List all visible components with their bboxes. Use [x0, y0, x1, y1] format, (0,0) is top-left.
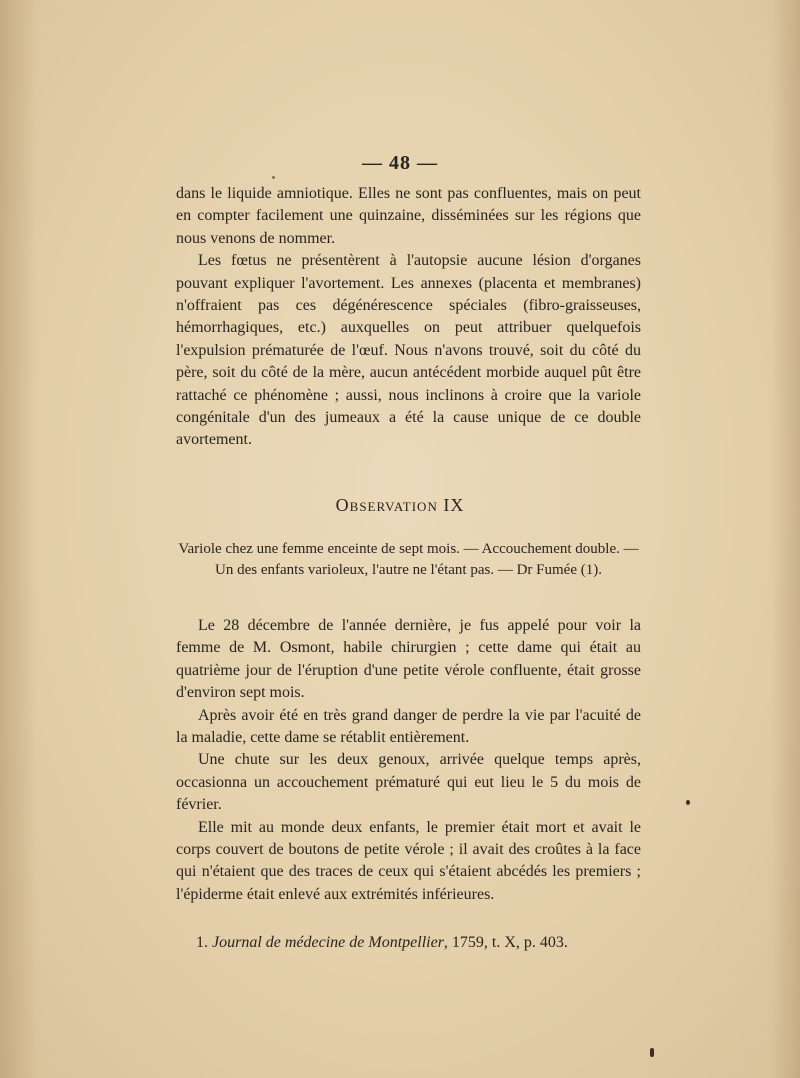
- summary-line: Un des enfants varioleux, l'autre ne l'étant pas. — Dr Fumée (1).: [215, 562, 602, 578]
- ink-speck: [650, 1048, 654, 1057]
- body-paragraph: Une chute sur les deux genoux, arrivée quelque temps après, occasionna un accouchement prématuré qui eut lieu le 5 du mois de février.: [176, 751, 641, 814]
- footnote-number: 1.: [196, 934, 208, 951]
- page-number: — 48 —: [362, 152, 438, 174]
- intro-paragraph: dans le liquide amniotique. Elles ne sont pas confluentes, mais on peut en compter facilement une quinzaine, disséminées sur les régions que nous venons de nommer.: [176, 185, 641, 247]
- intro-paragraph: Les fœtus ne présentèrent à l'autopsie aucune lésion d'organes pouvant expliquer l'avortement. Les annexes (placenta et membranes) n'offraient pas ces dégénérescence spéciales (fibro-graisseuses, hémorrhagiques, etc.) auxquelles on peut attribuer quelquefois l'expulsion prématurée de l'œuf. Nous n'avons trouvé, soit du côté du père, soit du côté de la mère, aucun antécédent morbide auquel pût être rattaché ce phénomène ; aussi, nous inclinons à croire que la variole congénitale d'un des jumeaux a été la cause unique de ce double avortement.: [176, 252, 641, 449]
- summary-line: Variole chez une femme enceinte de sept mois. — Accouchement double. —: [178, 541, 639, 557]
- footnote-journal-title: Journal de médecine de Montpellier: [212, 934, 444, 951]
- observation-heading: Observation IX: [335, 495, 465, 515]
- footnote: [196, 934, 641, 952]
- body-paragraph: Après avoir été en très grand danger de perdre la vie par l'acuité de la maladie, cette dame se rétablit entièrement.: [176, 706, 641, 747]
- observation-body: [176, 615, 641, 906]
- ink-speck: [272, 176, 275, 179]
- footnote-citation: , 1759, t. X, p. 403.: [443, 934, 568, 951]
- ink-speck: [686, 800, 690, 805]
- body-paragraph: Le 28 décembre de l'année dernière, je fus appelé pour voir la femme de M. Osmont, habile chirurgien ; cette dame qui était au quatrième jour de l'éruption d'une petite vérole confluente, était grosse d'environ sept mois.: [176, 617, 641, 702]
- intro-text: [176, 183, 641, 452]
- observation-summary: [176, 539, 641, 581]
- body-paragraph: Elle mit au monde deux enfants, le premier était mort et avait le corps couvert de boutons de petite vérole ; il avait des croûtes à la face qui n'étaient que des traces de ceux qui s'étaient abcédés les premiers ; l'épiderme était enlevé aux extrémités inférieures.: [176, 818, 641, 903]
